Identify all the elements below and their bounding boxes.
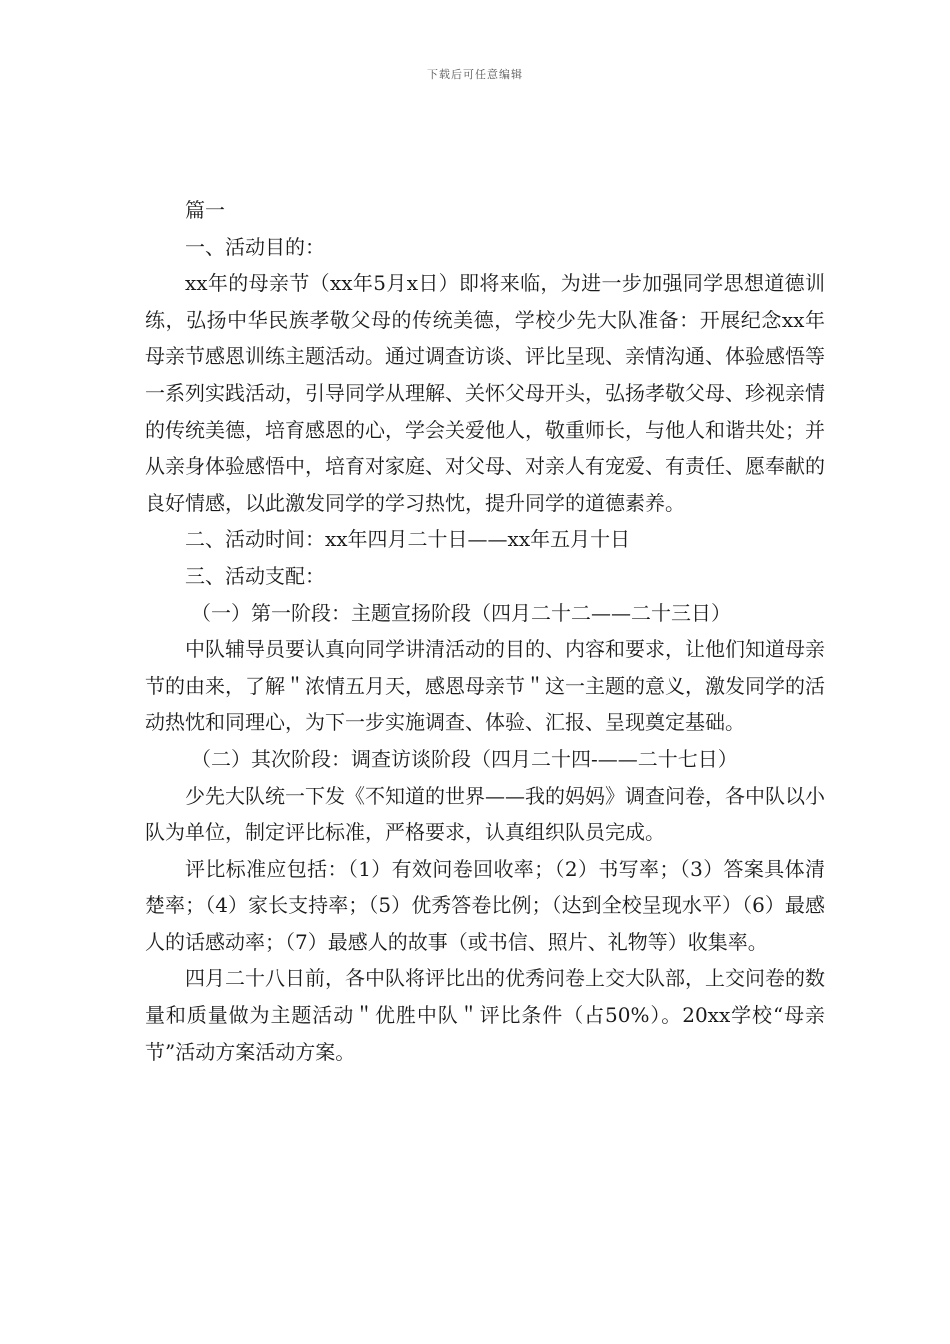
- heading-activity-time: 二、活动时间：xx年四月二十日——xx年五月十日: [185, 527, 631, 552]
- paragraph-submission: 四月二十八日前，各中队将评比出的优秀问卷上交大队部，上交问卷的数量和质量做为主题活动＂优胜中队＂评比条件（占50%）。20xx学校“母亲节”活动方案活动方案。: [145, 966, 825, 1064]
- heading-stage-one: （一）第一阶段：主题宣扬阶段（四月二十二——二十三日）: [191, 600, 731, 625]
- paragraph-purpose: xx年的母亲节（xx年5月x日）即将来临，为进一步加强同学思想道德训练，弘扬中华民族孝敬父母的传统美德，学校少先大队准备：开展纪念xx年母亲节感恩训练主题活动。通过调查访谈、评比呈现、亲情沟通、体验感悟等一系列实践活动，引导同学从理解、关怀父母开头，弘扬孝敬父母、珍视亲情的传统美德，培育感恩的心，学会关爱他人，敬重师长，与他人和谐共处；并从亲身体验感悟中，培育对家庭、对父母、对亲人有宠爱、有责任、愿奉献的良好情感，以此激发同学的学习热忱，提升同学的道德素养。: [145, 271, 825, 515]
- paragraph-stage-one: 中队辅导员要认真向同学讲清活动的目的、内容和要求，让他们知道母亲节的由来，了解＂浓情五月天，感恩母亲节＂这一主题的意义，激发同学的活动热忱和同理心，为下一步实施调查、体验、汇报、呈现奠定基础。: [145, 637, 825, 735]
- paragraph-criteria: 评比标准应包括：（1）有效问卷回收率；（2）书写率；（3）答案具体清楚率；（4）家长支持率；（5）优秀答卷比例；（达到全校呈现水平）（6）最感人的话感动率；（7）最感人的故事（或书信、照片、礼物等）收集率。: [145, 856, 825, 954]
- heading-activity-purpose: 一、活动目的：: [185, 234, 325, 259]
- document-body: [145, 192, 825, 1070]
- heading-activity-arrangement: 三、活动支配：: [185, 563, 325, 588]
- section-label: 篇一: [185, 198, 225, 222]
- heading-stage-two: （二）其次阶段：调查访谈阶段（四月二十四-——二十七日）: [191, 746, 738, 771]
- page-header: 下载后可任意编辑: [427, 68, 523, 81]
- paragraph-questionnaire: 少先大队统一下发《不知道的世界——我的妈妈》调查问卷，各中队以小队为单位，制定评比标准，严格要求，认真组织队员完成。: [145, 783, 825, 845]
